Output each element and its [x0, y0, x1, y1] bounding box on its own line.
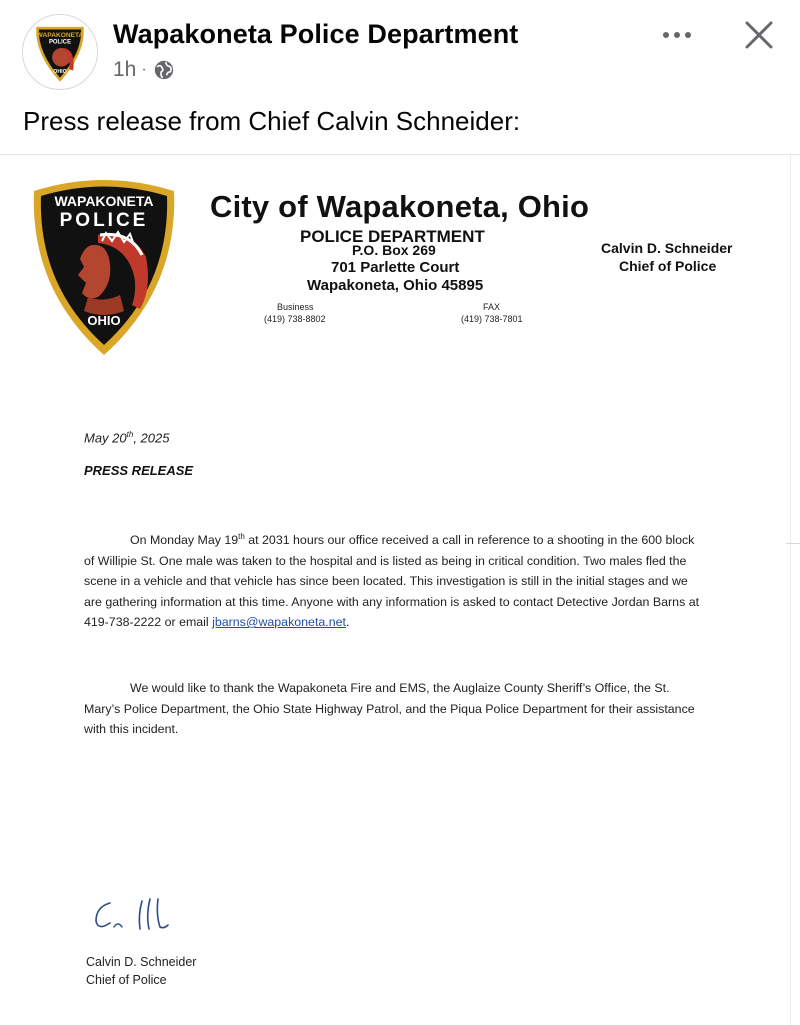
post-time[interactable]: 1h	[113, 58, 137, 81]
letterhead-street: 701 Parlette Court	[331, 259, 460, 276]
svg-text:OHIO: OHIO	[53, 69, 67, 76]
badge-top-text: WAPAKONETA	[54, 193, 154, 209]
document-edge-mark	[786, 543, 800, 544]
globe-icon[interactable]	[153, 59, 175, 81]
business-label: Business	[277, 302, 314, 312]
police-badge-logo-large	[28, 169, 180, 359]
more-options-button[interactable]	[660, 20, 694, 50]
letterhead-city-state-zip: Wapakoneta, Ohio 45895	[307, 277, 484, 294]
paragraph-incident: On Monday May 19th at 2031 hours our office received a call in reference to a shooting in the 600 block of Willipie St. One male was taken to the hospital and is listed as being in critical condition. Two males fled the scene in a vehicle and that vehicle has since been located. This investigation is still in the initial stages and we are gathering information at this time. Anyone with any information is asked to contact Detective Jordan Barns at 419-738-2222 or email jbarns@wapakoneta.net.	[84, 531, 700, 629]
svg-text:WAPAKONETA: WAPAKONETA	[36, 31, 84, 39]
fax-phone: (419) 738-7801	[461, 314, 523, 324]
police-badge-logo	[27, 19, 93, 85]
badge-bottom-text: OHIO	[87, 313, 121, 328]
signer-name: Calvin D. Schneider	[86, 955, 197, 969]
letterhead-chief-title: Chief of Police	[619, 258, 717, 274]
more-options-icon	[661, 31, 693, 39]
letterhead-po-box: P.O. Box 269	[352, 242, 436, 258]
meta-separator: ·	[141, 61, 147, 78]
close-button[interactable]	[740, 16, 778, 54]
page-name[interactable]: Wapakoneta Police Department	[113, 19, 519, 49]
letterhead-department: POLICE DEPARTMENT	[300, 227, 485, 246]
document-edge	[790, 155, 791, 1025]
close-icon	[744, 20, 774, 50]
post-meta	[113, 58, 175, 82]
press-release-heading: PRESS RELEASE	[84, 463, 194, 478]
svg-text:POLICE: POLICE	[48, 39, 72, 46]
letterhead-city: City of Wapakoneta, Ohio	[210, 189, 590, 224]
badge-middle-text: POLICE	[59, 210, 149, 231]
page-avatar[interactable]	[22, 14, 98, 90]
email-link[interactable]: jbarns@wapakoneta.net	[212, 615, 346, 629]
post-caption: Press release from Chief Calvin Schneider:	[23, 106, 521, 136]
paragraph-thanks: We would like to thank the Wapakoneta Fire and EMS, the Auglaize County Sheriff’s Office, the St. Mary’s Police Department, the Ohio State Highway Patrol, and the Piqua Police Department for their assistance with this incident.	[84, 681, 695, 736]
signer-title: Chief of Police	[86, 973, 167, 987]
press-release-document[interactable]	[0, 154, 800, 1025]
fax-label: FAX	[483, 302, 501, 312]
business-phone: (419) 738-8802	[264, 314, 326, 324]
letter-date: May 20th, 2025	[84, 430, 170, 446]
post-header	[0, 0, 800, 100]
chief-signature	[92, 893, 182, 937]
letterhead-chief-name: Calvin D. Schneider	[601, 240, 733, 256]
